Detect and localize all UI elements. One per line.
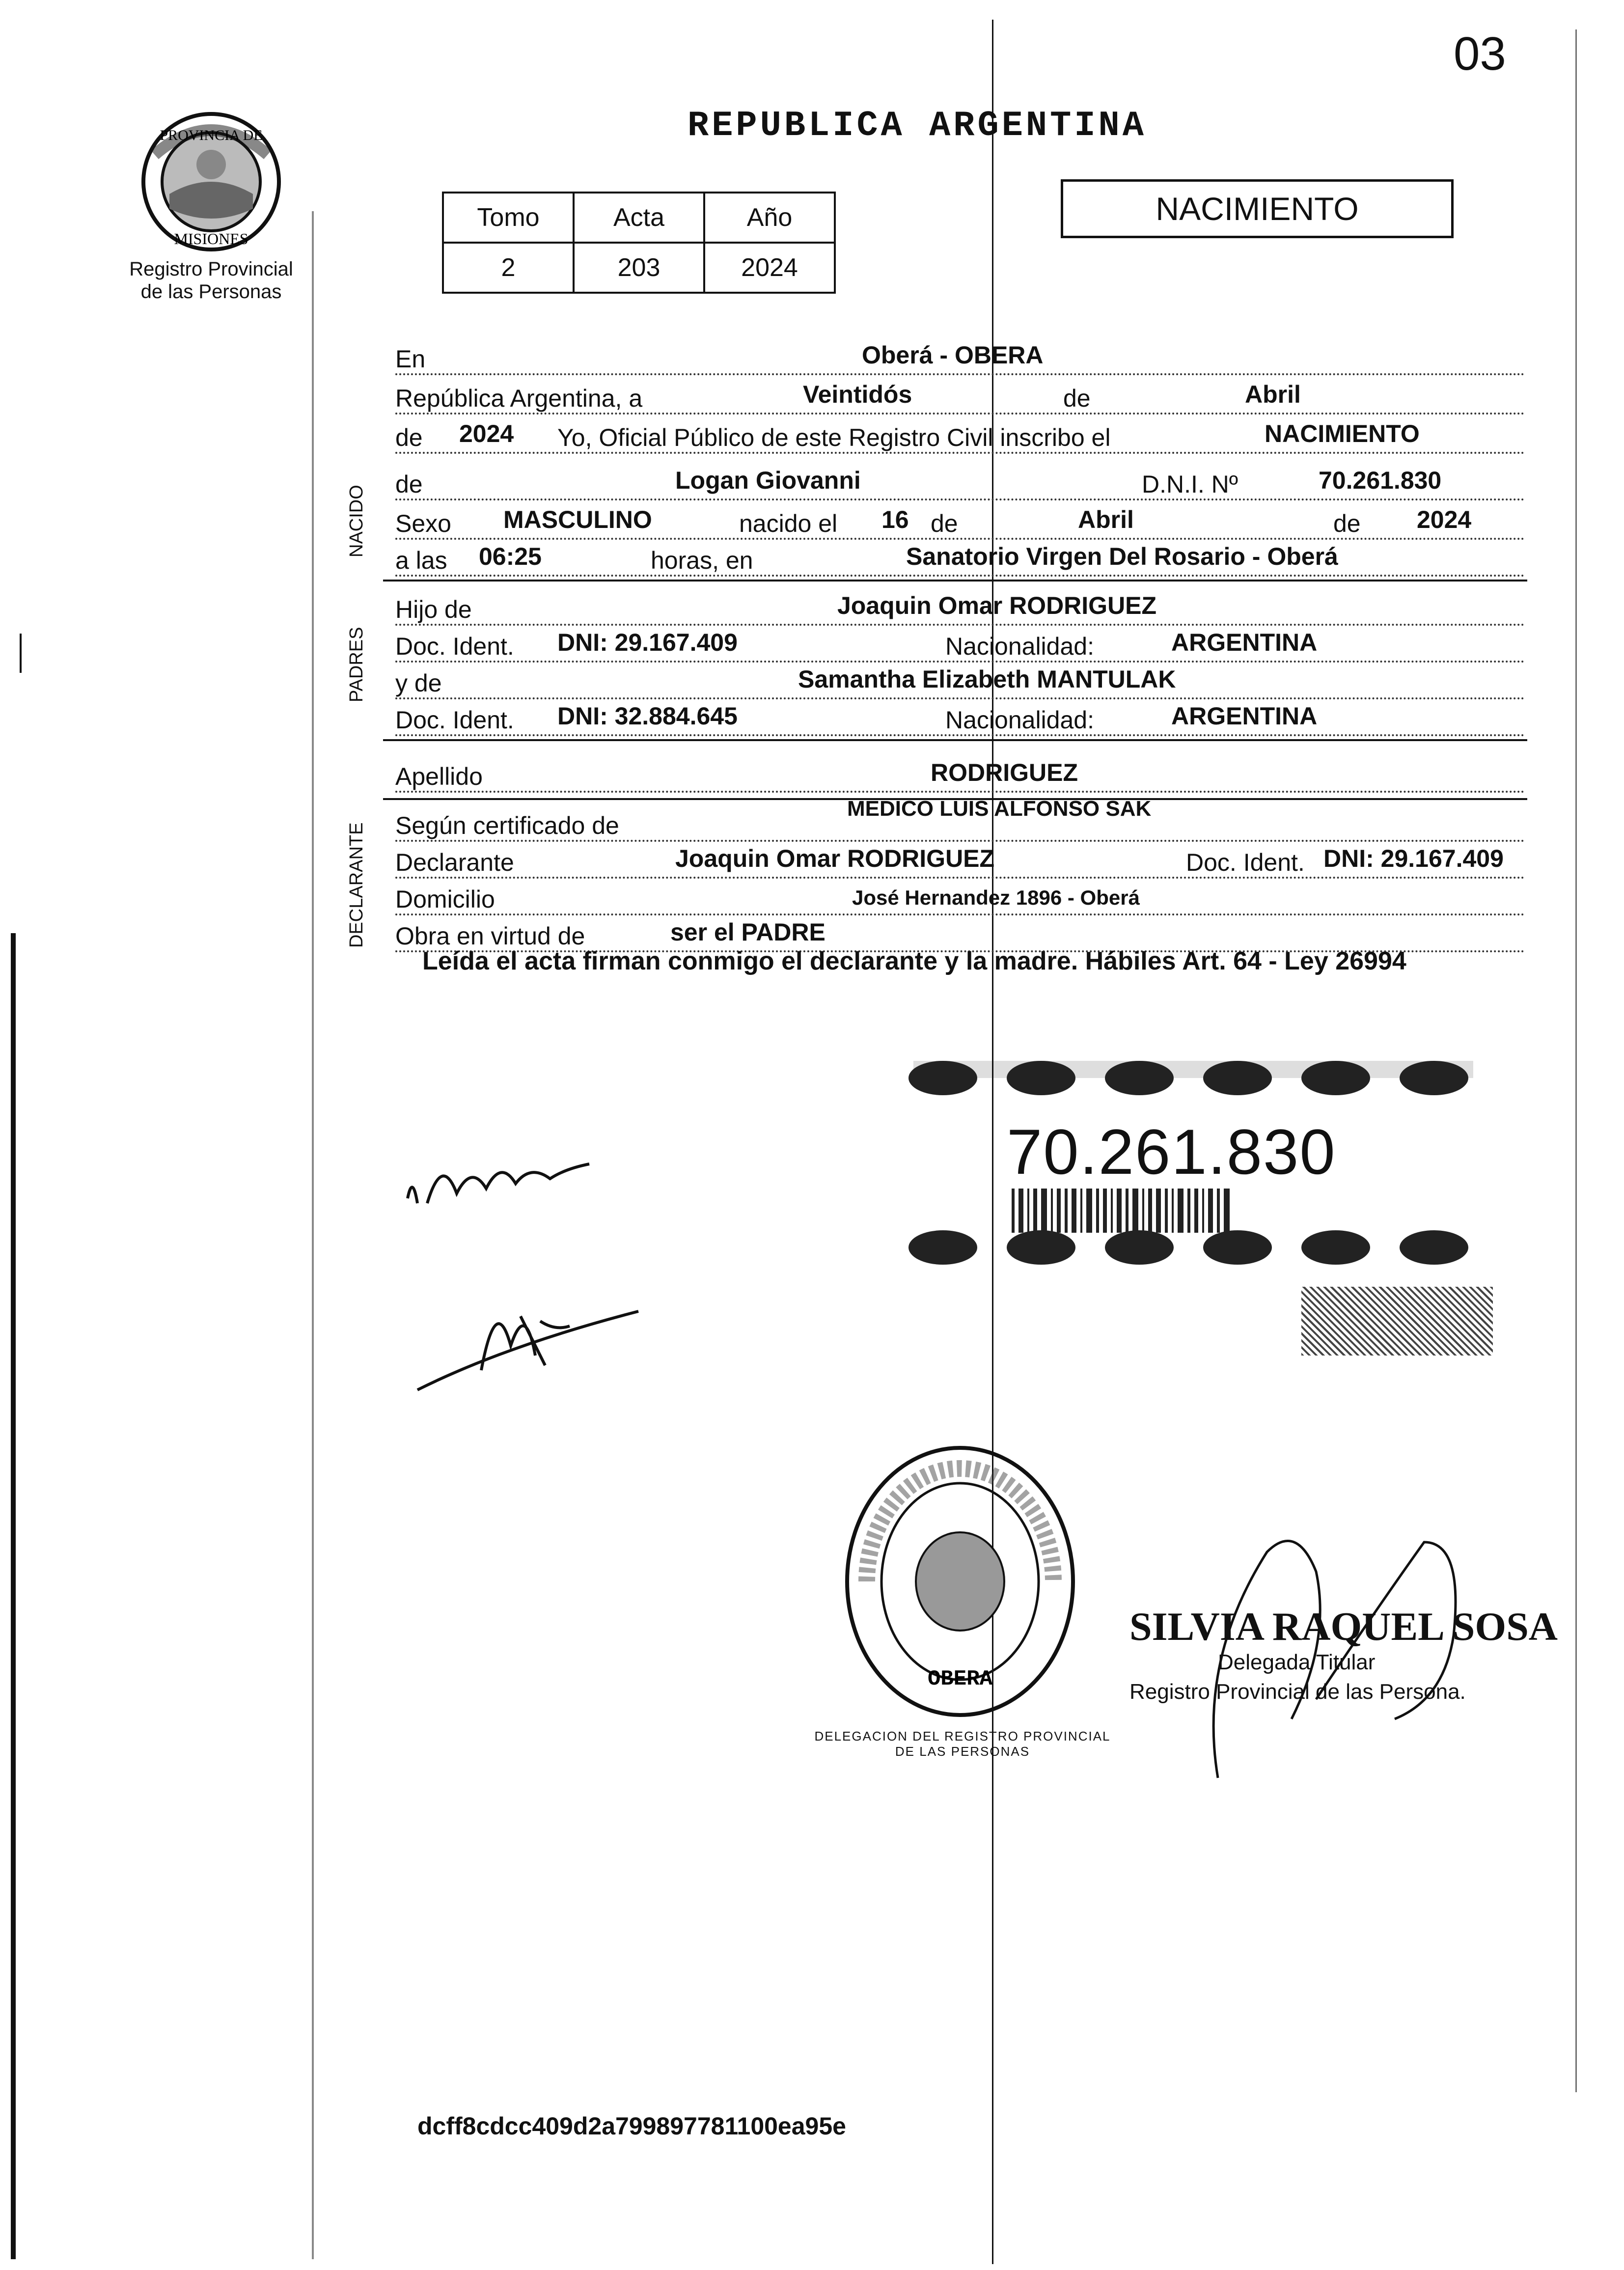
margin-rule <box>312 211 314 2259</box>
mother-nationality: ARGENTINA <box>1171 702 1318 730</box>
margin-binding-strip <box>11 933 16 2259</box>
child-birth-line: Sexo MASCULINO nacido el 16 de Abril de 2024 <box>395 503 1525 540</box>
place-line: En Oberá - OBERA <box>395 339 1525 375</box>
official-role: Delegada Titular <box>1218 1650 1376 1674</box>
logo-caption: Registro Provincial de las Personas <box>129 258 293 303</box>
child-birth-month: Abril <box>1078 506 1134 533</box>
virtue-line: Obra en virtud de ser el PADRE <box>395 916 1525 952</box>
child-birth-day: 16 <box>881 506 909 533</box>
document-hash: dcff8cdcc409d2a799897781100ea95e <box>417 2112 846 2140</box>
child-birth-place: Sanatorio Virgen Del Rosario - Oberá <box>906 543 1338 570</box>
svg-text:PROVINCIA DE: PROVINCIA DE <box>160 127 263 143</box>
father-doc: DNI: 29.167.409 <box>557 629 738 656</box>
barcode <box>1012 1189 1230 1233</box>
value-tomo: 2 <box>443 243 574 293</box>
seal-text: DELEGACION DEL REGISTRO PROVINCIAL DE LAS PERSONAS <box>814 1729 1111 1759</box>
child-dni: 70.261.830 <box>1319 467 1442 494</box>
section-born-label: NACIDO <box>346 485 367 557</box>
date-line: República Argentina, a Veintidós de Abril <box>395 378 1525 415</box>
declarant-name: Joaquin Omar RODRIGUEZ <box>675 845 995 872</box>
official-name: SILVIA RAQUEL SOSA <box>1129 1604 1558 1649</box>
child-name: Logan Giovanni <box>675 467 861 494</box>
address-value: José Hernandez 1896 - Oberá <box>852 886 1140 909</box>
date-day: Veintidós <box>803 381 912 408</box>
virtue-value: ser el PADRE <box>670 918 826 946</box>
section-divider <box>383 580 1527 581</box>
mother-doc-line: Doc. Ident. DNI: 32.884.645 Nacionalidad: ARGENTINA <box>395 700 1525 736</box>
record-type-box: NACIMIENTO <box>1061 179 1454 238</box>
mother-name: Samantha Elizabeth MANTULAK <box>798 665 1176 693</box>
mother-doc: DNI: 32.884.645 <box>557 702 738 730</box>
section-declarant-label: DECLARANTE <box>346 822 367 948</box>
certificate-line: Según certificado de MEDICO LUIS ALFONSO SAK <box>395 805 1525 842</box>
guilloche-bottom-band <box>908 1230 1468 1265</box>
surname-line: Apellido RODRIGUEZ <box>395 756 1525 793</box>
header-tomo: Tomo <box>443 193 574 243</box>
official-organization: Registro Provincial de las Persona. <box>1129 1680 1466 1704</box>
closing-note: Leída el acta firman conmigo el declarante y la madre. Hábiles Art. 64 - Ley 26994 <box>422 947 1406 975</box>
child-place-line: a las 06:25 horas, en Sanatorio Virgen Del Rosario - Oberá <box>395 540 1525 577</box>
place-value: Oberá - OBERA <box>862 341 1044 369</box>
child-sex: MASCULINO <box>503 506 652 533</box>
father-nationality: ARGENTINA <box>1171 629 1318 656</box>
hologram-patch <box>1301 1287 1493 1356</box>
mother-name-line: y de Samantha Elizabeth MANTULAK <box>395 663 1525 699</box>
date-month: Abril <box>1245 381 1301 408</box>
father-doc-line: Doc. Ident. DNI: 29.167.409 Nacionalidad: ARGENTINA <box>395 626 1525 663</box>
mother-signature <box>408 1272 653 1400</box>
father-name: Joaquin Omar RODRIGUEZ <box>837 592 1157 619</box>
father-name-line: Hijo de Joaquin Omar RODRIGUEZ <box>395 589 1525 626</box>
record-year: 2024 <box>459 420 514 447</box>
child-birth-time: 06:25 <box>479 543 542 570</box>
delegation-seal <box>842 1444 1078 1719</box>
province-seal-logo <box>140 111 282 253</box>
certificate-value: MEDICO LUIS ALFONSO SAK <box>847 797 1152 821</box>
page-number: 03 <box>1454 28 1506 80</box>
section-parents-label: PADRES <box>346 627 367 702</box>
address-line: Domicilio José Hernandez 1896 - Oberá <box>395 879 1525 915</box>
child-birth-year: 2024 <box>1417 506 1472 533</box>
id-stamp-number: 70.261.830 <box>1007 1116 1336 1188</box>
record-table <box>442 192 836 294</box>
right-margin-rule <box>1575 29 1577 2092</box>
value-ano: 2024 <box>704 243 835 293</box>
record-type-inline: NACIMIENTO <box>1265 420 1420 447</box>
surname-value: RODRIGUEZ <box>931 759 1078 786</box>
header-ano: Año <box>704 193 835 243</box>
value-acta: 203 <box>574 243 704 293</box>
declarant-doc: DNI: 29.167.409 <box>1323 845 1504 872</box>
document-title: REPUBLICA ARGENTINA <box>688 106 1147 146</box>
svg-text:OBERA: OBERA <box>927 1667 993 1691</box>
section-divider <box>383 739 1527 741</box>
declarant-signature <box>403 1144 599 1223</box>
margin-mark <box>20 634 22 673</box>
year-line: de 2024 Yo, Oficial Público de este Registro Civil inscribo el NACIMIENTO <box>395 417 1525 454</box>
child-name-line: de Logan Giovanni D.N.I. Nº 70.261.830 <box>395 464 1525 500</box>
svg-text:MISIONES: MISIONES <box>174 230 248 248</box>
header-acta: Acta <box>574 193 704 243</box>
declarant-line: Declarante Joaquin Omar RODRIGUEZ Doc. Ident. DNI: 29.167.409 <box>395 842 1525 879</box>
